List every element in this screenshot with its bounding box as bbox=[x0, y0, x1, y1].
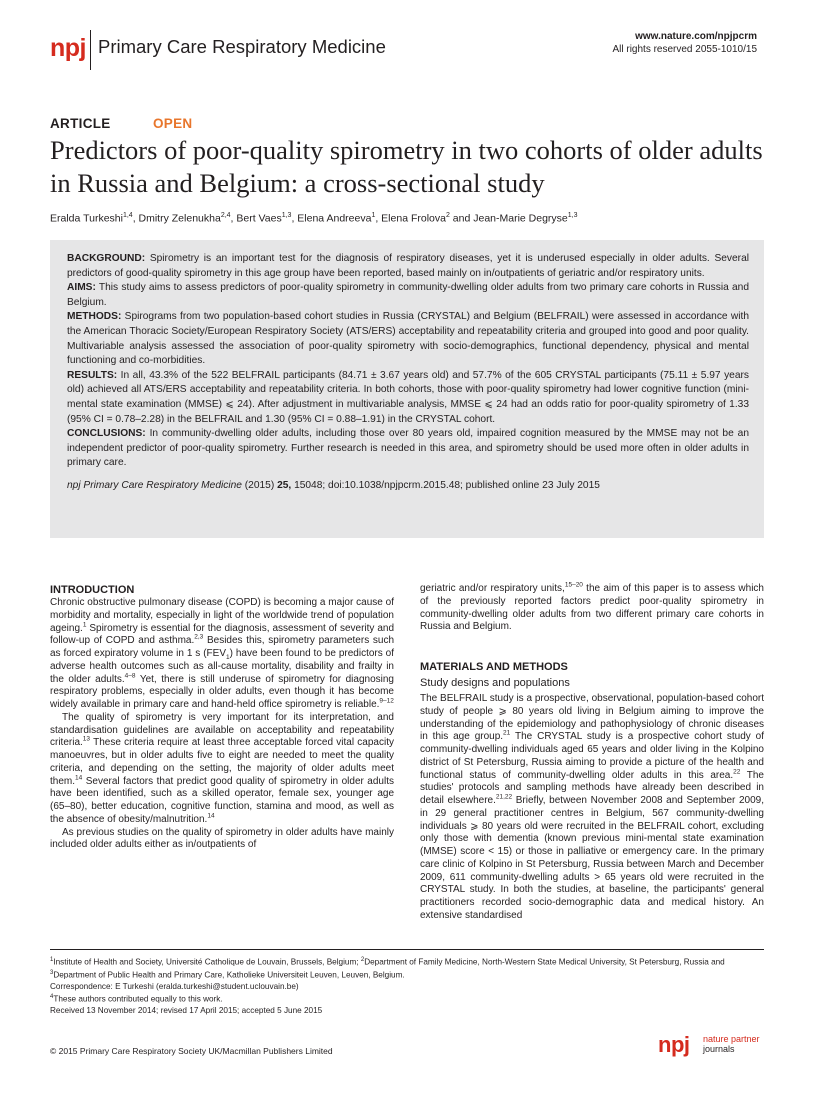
nature-partner-journals-label bbox=[703, 1035, 760, 1054]
intro-paragraph-1: Chronic obstructive pulmonary disease (COPD) is becoming a major cause of morbidity and mortality, especially in light of the worldwide trend of population ageing.$^1$ Spirometry is essential for the diagnosis, assessment of severity and follow-up of COPD and asthma.$^{2,3}$ Besides this, spirometry parameters such as forced expiratory volume in 1 s $(FEV_1)$ have been found to be predictors of adverse health outcomes such as all-cause mortality, disability and frailty in the older adults.$^{4-8}$ Yet, there is still underuse of spirometry for diagnosing respiratory problems, especially in older adults, even though it has become widely available in primary care and hand-held office spirometry is reliable.$^{9-12}$ bbox=[50, 597, 395, 710]
abstract-background-text: Spirometry is an important test for the diagnosis of respiratory diseases, yet it is underused especially in older adults. Several predictors of good-quality spirometry in this age group have been reported, based mainly on in/outpatients of geriatric and/or respiratory units. bbox=[67, 253, 749, 279]
intro-paragraph-continued: geriatric and/or respiratory units,$^{15-20}$ the aim of this paper is to assess which of the previously reported factors predict poor-quality spirometry in community-dwelling older adults from two different primary care cohorts in Russia and Belgium. bbox=[420, 581, 764, 633]
equal-contribution-note: $^4$These authors contributed equally to this work. bbox=[50, 994, 223, 1004]
abstract-aims-text: This study aims to assess predictors of poor-quality spirometry in community-dwelling older adults from two primary care cohorts in Russia and Belgium. bbox=[67, 282, 749, 308]
methods-paragraph-1: The BELFRAIL study is a prospective, observational, population-based cohort study of people ⩾ 80 years old living in Belgium aiming to improve the understanding of the epidemiology and pathophysiology of chronic diseases in this age group.$^{21}$ The CRYSTAL study is a prospective cohort study of community-dwelling individuals aged 65 years and older living in the Kolpino district of St Petersburg, Russia aiming to provide a picture of the health and functional status of community-dwelling older adults in this area.$^{22}$ The studies' protocols and sampling methods have already been described in detail elsewhere.$^{21,22}$ Briefly, between November 2008 and September 2009, in 29 general practitioner centres in Belgium, 567 community-dwelling individuals ⩾ 80 years old were recruited in the BELFRAIL cohort, excluding only those with dementia (known previous mini-mental state examination (MMSE) score < 15) or those in palliative or emergency care. In the primary care clinic of Kolpino in St Petersburg, Russia between March and December 2009, 611 community-dwelling adults > 65 years old were recruited in the CRYSTAL study. In both the studies, at baseline, the participants' general practitioners recorded socio-demographic data and medical history. An extensive standardised bbox=[420, 693, 764, 921]
rights-statement: All rights reserved 2055-1010/15 bbox=[612, 44, 757, 55]
npj-footer-logo: npj bbox=[658, 1032, 690, 1057]
abstract-conclusions bbox=[67, 427, 749, 471]
abstract-methods-label: METHODS: bbox=[67, 311, 122, 323]
abstract-conclusions-label: CONCLUSIONS: bbox=[67, 428, 146, 440]
copyright-notice: © 2015 Primary Care Respiratory Society UK/Macmillan Publishers Limited bbox=[50, 1046, 333, 1056]
abstract-box bbox=[50, 240, 764, 538]
article-type-label: ARTICLE bbox=[50, 116, 111, 131]
abstract-aims bbox=[67, 281, 749, 310]
abstract-background-label: BACKGROUND: bbox=[67, 253, 146, 264]
footnote-rule bbox=[50, 949, 764, 950]
left-column bbox=[50, 583, 394, 852]
journal-name: Primary Care Respiratory Medicine bbox=[98, 36, 386, 57]
partner-line-2: journals bbox=[703, 1043, 735, 1054]
header-divider bbox=[90, 30, 91, 70]
methods-heading: MATERIALS AND METHODS bbox=[420, 661, 568, 673]
abstract-results-text: In all, 43.3% of the 522 BELFRAIL participants (84.71 ± 3.67 years old) and 57.7% of the 605 CRYSTAL participants (75.11 ± 5.97 years old) achieved all ATS/ERS acceptability and repeatability criteria. In both cohorts, those with poor-quality spirometry had lower cognitive function (mini-mental state examination (MMSE) ⩽ 24). After adjustment in multivariable analysis, MMSE ⩽ 24 had an odds ratio for poor-quality spirometry of 1.33 (95% CI = 0.78–2.28) in the BELFRAIL and 1.30 (95% CI = 0.88–1.91) in the CRYSTAL cohort. bbox=[67, 369, 749, 425]
received-dates: Received 13 November 2014; revised 17 April 2015; accepted 5 June 2015 bbox=[50, 1006, 323, 1016]
abstract-aims-label: AIMS: bbox=[67, 282, 96, 294]
partner-line-1: nature partner bbox=[703, 1034, 760, 1044]
author-list: Eralda Turkeshi$^{1,4}$, Dmitry Zelenukha$^{2,4}$, Bert Vaes$^{1,3}$, Elena Andreeva$^1$, Elena Frolova$^2$ and Jean-Marie Degryse$^{1,3}$ bbox=[50, 212, 578, 225]
affiliations: $^1$Institute of Health and Society, Université Catholique de Louvain, Brussels, Belgium; $^2$Department of Family Medicine, North-Western State Medical University, St Petersburg, Russia and $^3$Department of Public Health and Primary Care, Katholieke Universiteit Leuven, Leuven, Belgium. bbox=[50, 957, 725, 980]
abstract-conclusions-text: In community-dwelling older adults, including those over 80 years old, impaired cognition measured by the MMSE may not be an independent predictor of poor-quality spirometry. Further research is needed in this area, and spirometry should be used more often in older adults in primary care. bbox=[67, 428, 749, 469]
footnotes bbox=[50, 955, 764, 1016]
abstract-methods bbox=[67, 310, 749, 368]
intro-paragraph-2: The quality of spirometry is very important for its interpretation, and standardisation guidelines are available on acceptability and repeatability criteria.$^{13}$ These criteria require at least three acceptable forced vital capacity manoeuvres, but in older adults five to eight are needed to meet the quality criteria, and depending on the setting, the majority of older adults meet them.$^{14}$ Several factors that predict good quality of spirometry in older adults have been identified, such as a skilled operator, female sex, younger age (65–80), better education, cognitive function, stamina and mood, as well as the absence of obesity/malnutrition.$^{14}$ bbox=[50, 711, 394, 825]
npj-logo: npj bbox=[50, 34, 86, 62]
correspondence: Correspondence: E Turkeshi (eralda.turkeshi@student.uclouvain.be) bbox=[50, 981, 299, 991]
intro-paragraph-3: As previous studies on the quality of spirometry in older adults have mainly included older adults either as in/outpatients of bbox=[50, 826, 394, 851]
abstract-results-label: RESULTS: bbox=[67, 369, 118, 381]
introduction-heading: INTRODUCTION bbox=[50, 584, 135, 596]
journal-url-link[interactable]: www.nature.com/npjpcrm bbox=[635, 31, 757, 42]
right-column bbox=[420, 583, 764, 923]
article-title: Predictors of poor-quality spirometry in two cohorts of older adults in Russia and Belgium: a cross-sectional study bbox=[50, 135, 763, 198]
study-design-subheading: Study designs and populations bbox=[420, 677, 570, 689]
abstract-methods-text: Spirograms from two population-based cohort studies in Russia (CRYSTAL) and Belgium (BELFRAIL) were assessed in accordance with the American Thoracic Society/European Respiratory Society (ATS/ERS) acceptability and repeatability criteria and grouped into good and poor quality. Multivariable analysis assessed the association of poor-quality spirometry with socio-demographics, functional dependency, physical and mental functioning and co-morbidities. bbox=[67, 311, 749, 367]
open-access-label: OPEN bbox=[153, 116, 193, 131]
abstract-background bbox=[67, 252, 749, 281]
abstract-results bbox=[67, 369, 749, 427]
citation-line: npj Primary Care Respiratory Medicine (2015) 25, 15048; doi:10.1038/npjpcrm.2015.48; published online 23 July 2015 bbox=[67, 479, 600, 491]
